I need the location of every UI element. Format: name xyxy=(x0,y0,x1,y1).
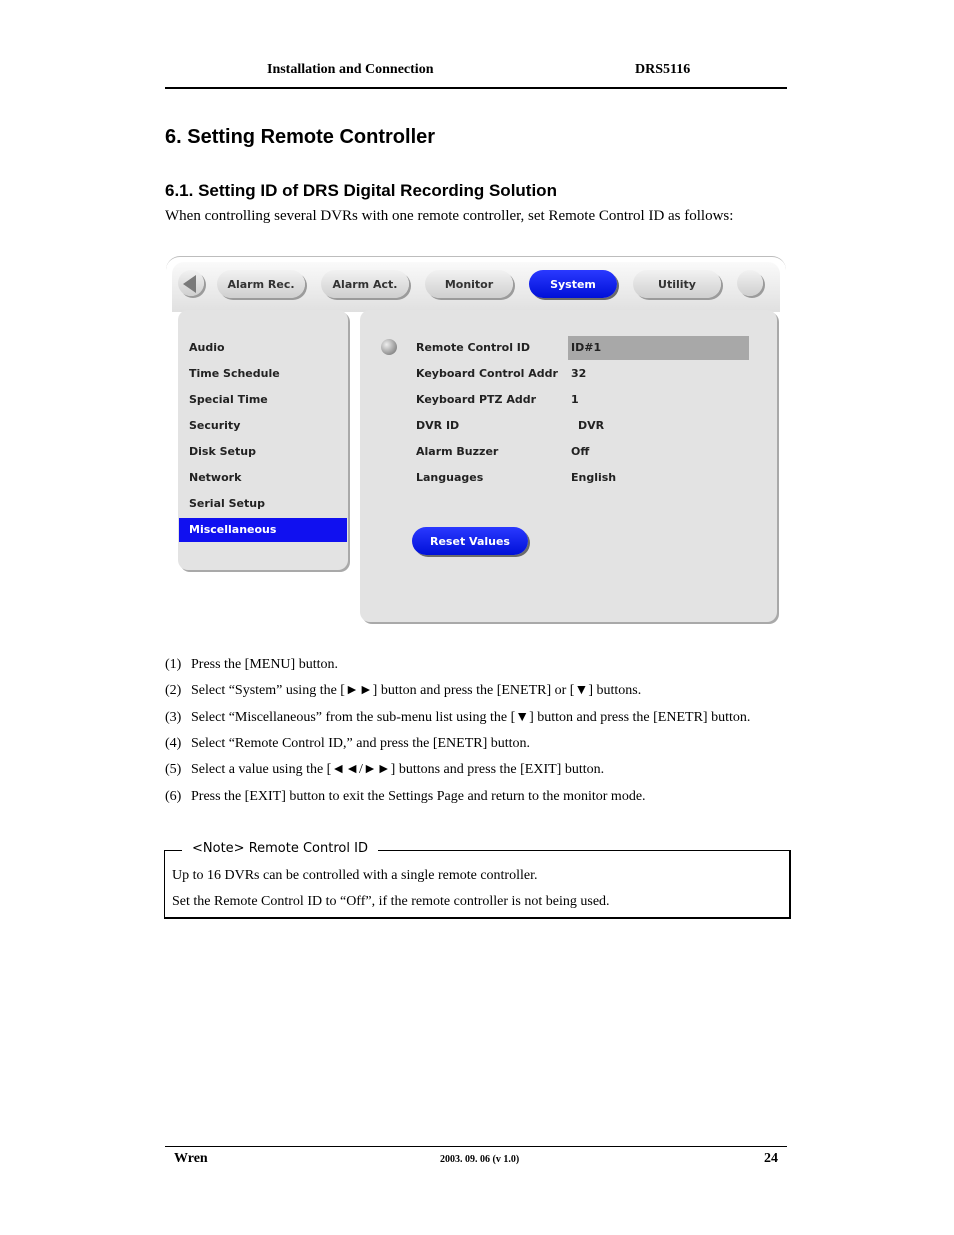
step-number: (3) xyxy=(165,710,182,725)
tab-system[interactable]: System xyxy=(529,270,617,298)
step-number: (2) xyxy=(165,683,182,698)
tab-utility[interactable]: Utility xyxy=(633,270,721,298)
submenu-item-network[interactable]: Network xyxy=(189,471,242,484)
step-item xyxy=(165,710,750,726)
step-text: Select “System” using the [►►] button and press the [ENETR] or [▼] buttons. xyxy=(191,683,642,698)
setting-value-keyboard-control-addr[interactable]: 32 xyxy=(571,367,587,380)
step-text: Select a value using the [◄◄/►►] buttons and press the [EXIT] button. xyxy=(191,762,605,777)
header-title: Installation and Connection xyxy=(267,62,434,77)
note-line: Up to 16 DVRs can be controlled with a single remote controller. xyxy=(172,868,538,883)
subsection-title: 6.1. Setting ID of DRS Digital Recording Solution xyxy=(165,181,557,200)
submenu-item-special-time[interactable]: Special Time xyxy=(189,393,268,406)
setting-label-remote-control-id: Remote Control ID xyxy=(416,341,531,354)
step-item xyxy=(165,736,530,752)
note-title: <Note> Remote Control ID xyxy=(182,841,378,856)
setting-label-keyboard-ptz-addr: Keyboard PTZ Addr xyxy=(416,393,537,406)
tab-monitor[interactable]: Monitor xyxy=(425,270,513,298)
selection-knob-icon xyxy=(381,339,397,355)
step-item xyxy=(165,762,604,778)
header-model: DRS5116 xyxy=(635,62,691,77)
step-text: Select “Miscellaneous” from the sub-menu list using the [▼] button and press the [ENETR] button. xyxy=(191,710,751,725)
note-line: Set the Remote Control ID to “Off”, if the remote controller is not being used. xyxy=(172,894,610,909)
submenu-item-miscellaneous[interactable]: Miscellaneous xyxy=(189,523,277,536)
setting-label-languages: Languages xyxy=(416,471,484,484)
setting-label-alarm-buzzer: Alarm Buzzer xyxy=(416,445,499,458)
setting-value-languages[interactable]: English xyxy=(571,471,617,484)
tab-alarm-rec[interactable]: Alarm Rec. xyxy=(217,270,305,298)
step-text: Press the [EXIT] button to exit the Settings Page and return to the monitor mode. xyxy=(191,789,646,804)
setting-value-dvr-id[interactable]: DVR xyxy=(578,419,605,432)
submenu-item-time-schedule[interactable]: Time Schedule xyxy=(189,367,280,380)
step-number: (4) xyxy=(165,736,182,751)
submenu-item-security[interactable]: Security xyxy=(189,419,241,432)
submenu-item-audio[interactable]: Audio xyxy=(189,341,225,354)
setting-value-remote-control-id[interactable]: ID#1 xyxy=(571,341,602,354)
step-item xyxy=(165,789,646,805)
step-item xyxy=(165,657,338,673)
step-text: Press the [MENU] button. xyxy=(191,657,338,672)
section-title: 6. Setting Remote Controller xyxy=(165,126,436,148)
step-number: (1) xyxy=(165,657,182,672)
submenu-item-serial-setup[interactable]: Serial Setup xyxy=(189,497,265,510)
footer-date: 2003. 09. 06 (v 1.0) xyxy=(440,1154,520,1165)
setting-value-keyboard-ptz-addr[interactable]: 1 xyxy=(571,393,579,406)
step-item xyxy=(165,683,641,699)
tab-alarm-act[interactable]: Alarm Act. xyxy=(321,270,409,298)
page-number: 24 xyxy=(764,1151,778,1166)
left-arrow-icon xyxy=(183,275,196,293)
reset-values-button[interactable]: Reset Values xyxy=(412,527,528,555)
next-tab-button[interactable] xyxy=(737,270,763,296)
step-text: Select “Remote Control ID,” and press the [ENETR] button. xyxy=(191,736,531,751)
step-number: (6) xyxy=(165,789,182,804)
setting-label-keyboard-control-addr: Keyboard Control Addr xyxy=(416,367,558,380)
step-number: (5) xyxy=(165,762,182,777)
submenu-item-disk-setup[interactable]: Disk Setup xyxy=(189,445,256,458)
footer-rule xyxy=(165,1146,787,1147)
intro-text: When controlling several DVRs with one remote controller, set Remote Control ID as follows: xyxy=(165,208,734,224)
setting-label-dvr-id: DVR ID xyxy=(416,419,460,432)
footer-company: Wren xyxy=(174,1151,208,1166)
setting-value-alarm-buzzer[interactable]: Off xyxy=(571,445,590,458)
header-rule xyxy=(165,87,787,89)
